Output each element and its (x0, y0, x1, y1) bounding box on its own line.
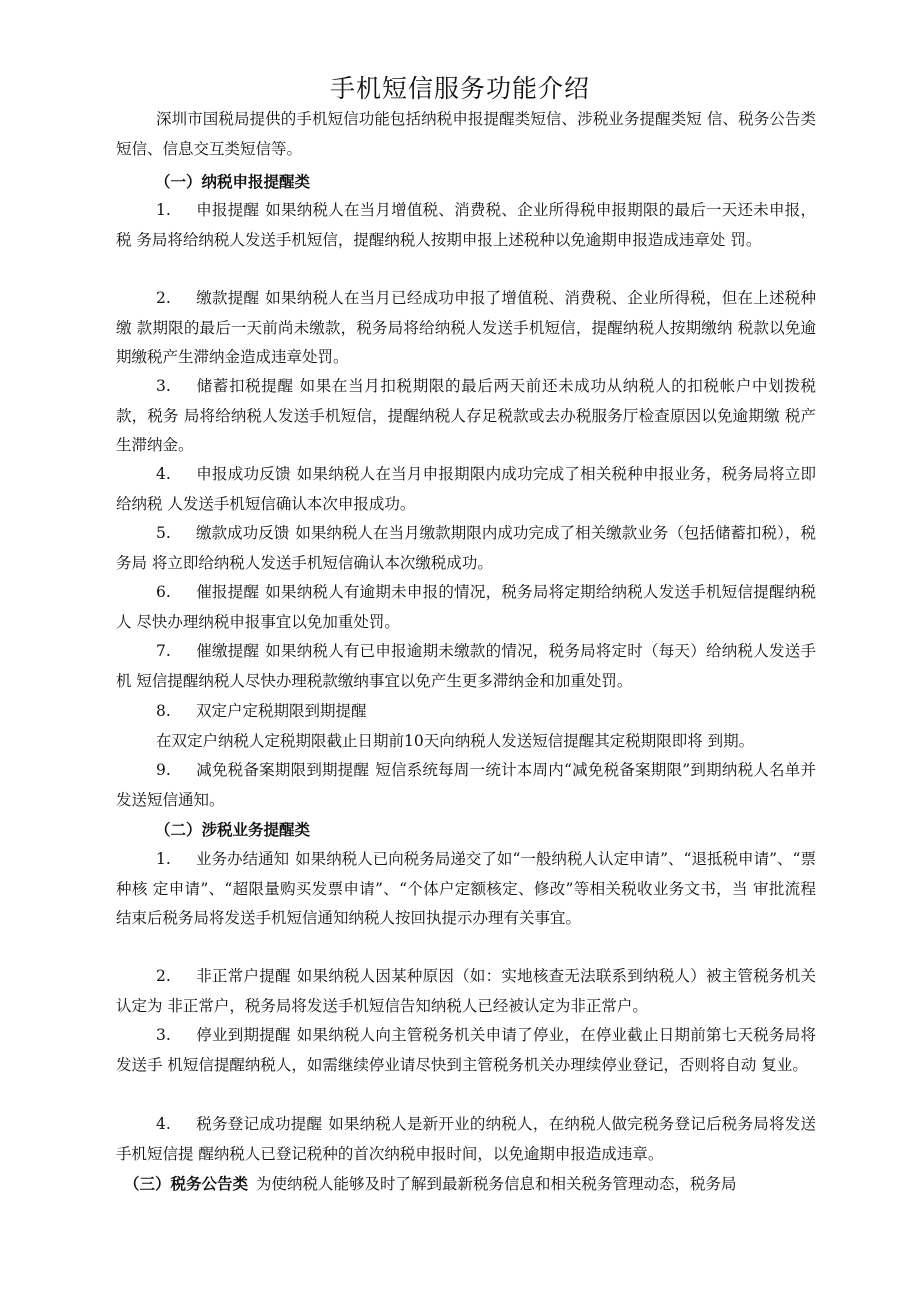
list-item (116, 519, 816, 578)
list-item (116, 460, 816, 519)
list-item (116, 845, 816, 934)
item-title: 税务登记成功提醒 (196, 1115, 323, 1133)
page-title: 手机短信服务功能介绍 (329, 74, 590, 103)
item-title: 缴款提醒 (196, 289, 260, 307)
section-3-paragraph (124, 1169, 824, 1200)
list-item (116, 1021, 816, 1080)
list-item (116, 578, 816, 637)
item-number: 5. (156, 524, 171, 542)
item-number: 4. (156, 465, 171, 483)
item-number: 2. (156, 967, 171, 985)
item-number: 7. (156, 642, 171, 660)
item-title: 非正常户提醒 (196, 967, 291, 985)
item-text: 如果纳税人是新开业的纳税人，在纳税人做完税务登记后税务局将发送手机短信提 醒纳税人已登记税种的首次纳税申报时间，以免逾期申报造成违章。 (116, 1115, 816, 1163)
list-item (116, 637, 816, 696)
item-number: 1. (156, 201, 171, 219)
item-text: 如果纳税人在当月已经成功申报了增值税、消费税、企业所得税，但在上述税种缴 款期限的最后一天前尚未缴款，税务局将给纳税人发送手机短信，提醒纳税人按期缴纳 税款以免逾期缴税产生滞纳金造成违章处罚。 (116, 289, 816, 366)
item-title: 申报提醒 (196, 201, 260, 219)
item-title: 减免税备案期限到期提醒 (196, 761, 370, 779)
item-title: 停业到期提醒 (196, 1026, 291, 1044)
item-title: 业务办结通知 (196, 850, 290, 868)
item-text: 如果纳税人有已申报逾期未缴款的情况，税务局将定时（每天）给纳税人发送手机 短信提醒纳税人尽快办理税款缴纳事宜以免产生更多滞纳金和加重处罚。 (116, 642, 816, 690)
list-item (116, 372, 816, 461)
item-title: 双定户定税期限到期提醒 (196, 702, 367, 720)
item-text: 如果纳税人已向税务局递交了如“一般纳税人认定申请”、“退抵税申请”、“票种核 定申请”、“超限量购买发票申请”、“个体户定额核定、修改”等相关税收业务文书，当 审批流程结束后税务局将发送手机短信通知纳税人按回执提示办理有关事宜。 (116, 850, 816, 927)
list-item (116, 756, 816, 815)
item-title: 催缴提醒 (196, 642, 260, 660)
item-number: 6. (156, 583, 171, 601)
item-text: 如果纳税人因某种原因（如：实地核查无法联系到纳税人）被主管税务机关认定为 非正常户，税务局将发送手机短信告知纳税人已经被认定为非正常户。 (116, 967, 816, 1015)
item-text: 如果纳税人有逾期未申报的情况，税务局将定期给纳税人发送手机短信提醒纳税人 尽快办理纳税申报事宜以免加重处罚。 (116, 583, 816, 631)
item-number: 4. (156, 1115, 171, 1133)
list-item (116, 196, 816, 255)
item-text: 如果在当月扣税期限的最后两天前还未成功从纳税人的扣税帐户中划拨税款，税务 局将给纳税人发送手机短信，提醒纳税人存足税款或去办税服务厅检查原因以免逾期缴 税产生滞纳金。 (116, 377, 816, 454)
section-heading-2: （二）涉税业务提醒类 (155, 820, 311, 839)
list-item (116, 697, 816, 727)
item-title: 催报提醒 (196, 583, 260, 601)
list-item (116, 962, 816, 1021)
item-text: 如果纳税人在当月缴款期限内成功完成了相关缴款业务（包括储蓄扣税），税务局 将立即给纳税人发送手机短信确认本次缴税成功。 (116, 524, 816, 572)
item-title: 缴款成功反馈 (196, 524, 290, 542)
item-number: 2. (156, 289, 171, 307)
item-number: 8. (156, 702, 171, 720)
item-title: 储蓄扣税提醒 (196, 377, 294, 395)
item-number: 3. (156, 377, 171, 395)
item-text: 如果纳税人向主管税务机关申请了停业，在停业截止日期前第七天税务局将发送手 机短信提醒纳税人，如需继续停业请尽快到主管税务机关办理续停业登记，否则将自动 复业。 (116, 1026, 816, 1074)
item-number: 9. (156, 761, 171, 779)
section-3-text: 为使纳税人能够及时了解到最新税务信息和相关税务管理动态，税务局 (256, 1175, 737, 1193)
item-text: 如果纳税人在当月申报期限内成功完成了相关税种申报业务，税务局将立即给纳税 人发送手机短信确认本次申报成功。 (116, 465, 816, 513)
item-number: 1. (156, 850, 171, 868)
list-item-continuation: 在双定户纳税人定税期限截止日期前10天向纳税人发送短信提醒其定税期限即将 到期。 (156, 732, 755, 750)
section-heading-3: （三）税务公告类 (124, 1174, 249, 1193)
item-text: 短信系统每周一统计本周内“减免税备案期限”到期纳税人名单并发送短信通知。 (116, 761, 816, 809)
list-item (116, 1110, 816, 1169)
item-text: 如果纳税人在当月增值税、消费税、企业所得税申报期限的最后一天还未申报，税 务局将给纳税人发送手机短信，提醒纳税人按期申报上述税种以免逾期申报造成违章处 罚。 (116, 201, 816, 249)
item-title: 申报成功反馈 (196, 465, 291, 483)
intro-paragraph: 深圳市国税局提供的手机短信功能包括纳税申报提醒类短信、涉税业务提醒类短 信、税务公告类短信、信息交互类短信等。 (116, 110, 816, 158)
item-number: 3. (156, 1026, 171, 1044)
section-heading-1: （一）纳税申报提醒类 (155, 172, 311, 191)
list-item (116, 284, 816, 373)
